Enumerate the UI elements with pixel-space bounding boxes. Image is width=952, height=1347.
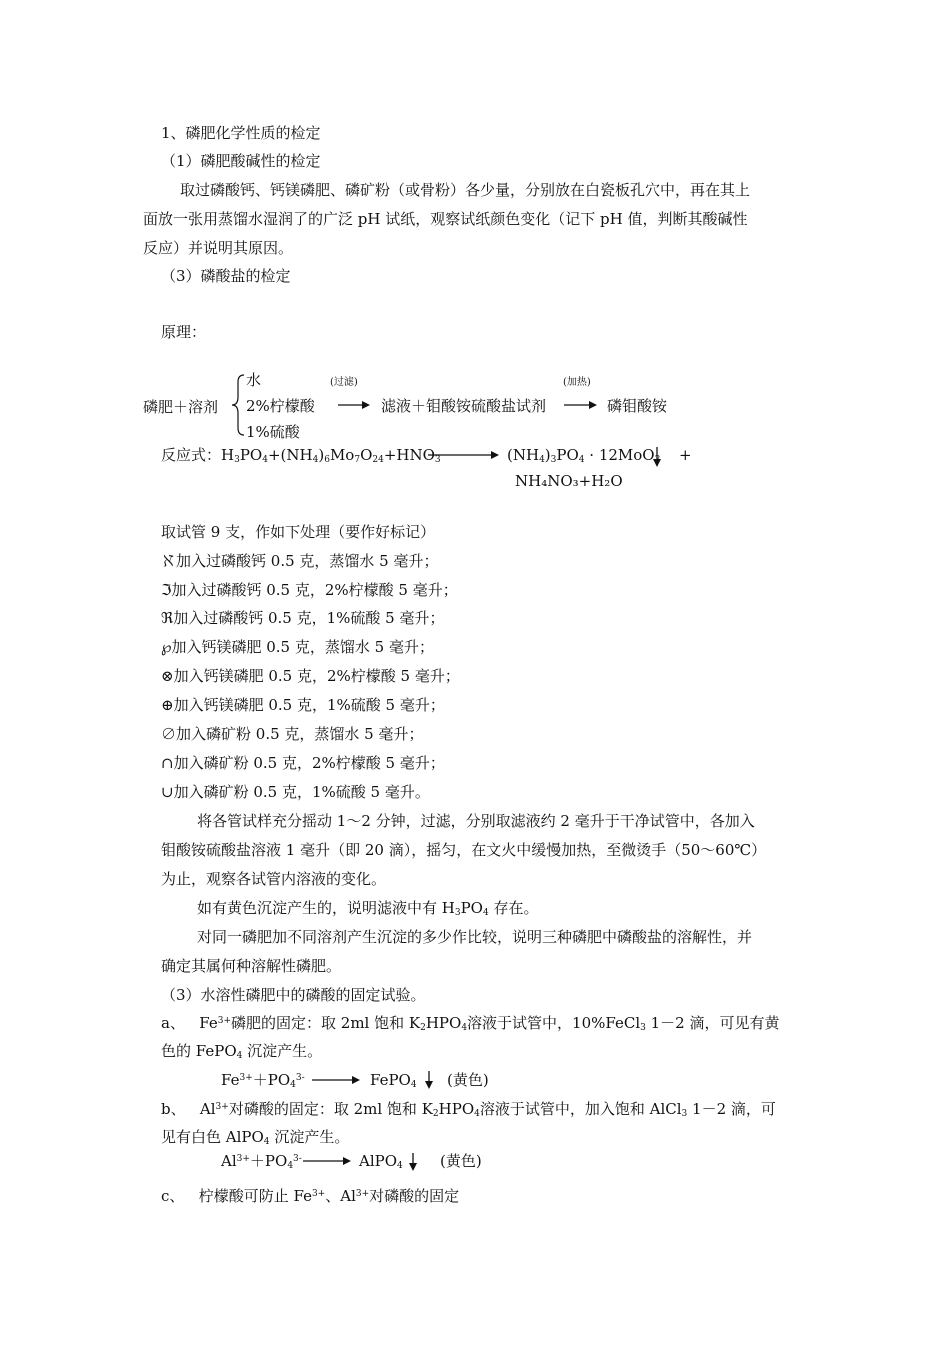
equation-fe-product: FePO$_4$ bbox=[370, 1071, 417, 1090]
tube-text: 加入钙镁磷肥 0.5 克，1%硫酸 5 毫升； bbox=[173, 696, 445, 714]
text-run: 色的 FePO bbox=[161, 1042, 237, 1060]
text-run: 见有白色 AlPO bbox=[161, 1128, 264, 1146]
tube-text: 加入过磷酸钙 0.5 克，2%柠檬酸 5 毫升； bbox=[171, 581, 458, 599]
equation-fe: $Fe^{3+}+PO_4^{3-}$ bbox=[221, 1071, 305, 1090]
tube-text: 加入磷矿粉 0.5 克，2%柠檬酸 5 毫升； bbox=[173, 754, 445, 772]
reaction-byproducts: NH₄NO₃+H₂O bbox=[515, 472, 623, 490]
tube-mark: ℑ bbox=[161, 581, 172, 599]
paragraph-line: a、 $Fe^{3+}$磷肥的固定：取 2ml 饱和 $K_2HPO_4$溶液于试管中，10%FeCl$_3$ 1－2 滴，可见有黄 bbox=[161, 1014, 780, 1033]
text-run: 柠檬酸可防止 Fe bbox=[198, 1187, 312, 1205]
tube-mark: ℘ bbox=[161, 638, 172, 656]
scheme-product: 磷钼酸铵 bbox=[607, 397, 668, 415]
text-run: 溶液于试管中，10%FeCl bbox=[467, 1014, 641, 1032]
paragraph-line: 确定其属何种溶解性磷肥。 bbox=[161, 957, 342, 975]
paragraph-line: 对同一磷肥加不同溶剂产生沉淀的多少作比较，说明三种磷肥中磷酸盐的溶解性，并 bbox=[197, 928, 753, 946]
item-label: c、 bbox=[161, 1187, 185, 1205]
reaction-plus: + bbox=[679, 446, 692, 464]
filter-note: (过滤) bbox=[330, 377, 358, 388]
text-run: 沉淀产生。 bbox=[274, 1128, 350, 1146]
reaction-label: 反应式： bbox=[161, 446, 222, 464]
equation-al: $Al^{3+}+PO_4^{3-}$ bbox=[221, 1152, 302, 1171]
text-run: 对磷酸的固定：取 2ml 饱和 K bbox=[228, 1100, 433, 1118]
arrow-head-icon bbox=[589, 401, 597, 409]
down-arrow-head-icon bbox=[425, 1081, 433, 1089]
paragraph-line: 反应）并说明其原因。 bbox=[143, 239, 294, 257]
list-item bbox=[161, 724, 424, 744]
paragraph-line: 钼酸铵硫酸盐溶液 1 毫升（即 20 滴），摇匀，在文火中缓慢加热，至微烫手（50～60℃） bbox=[161, 841, 767, 859]
fixation-heading: （3）水溶性磷肥中的磷酸的固定试验。 bbox=[161, 986, 426, 1004]
text-run: 如有黄色沉淀产生的，说明滤液中有 H bbox=[197, 899, 455, 917]
color-note: (黄色) bbox=[447, 1071, 489, 1089]
brace-icon bbox=[232, 375, 244, 435]
text-run: 溶液于试管中，加入饱和 AlCl bbox=[479, 1100, 682, 1118]
subsection-phosphate: （3）磷酸盐的检定 bbox=[161, 267, 291, 285]
tube-text: 加入磷矿粉 0.5 克，蒸馏水 5 毫升； bbox=[176, 725, 424, 743]
paragraph-line: b、 $Al^{3+}$对磷酸的固定：取 2ml 饱和 $K_2HPO_4$溶液于试管中，加入饱和 AlCl$_3$ 1－2 滴，可 bbox=[161, 1100, 776, 1119]
section-title: 1、磷肥化学性质的检定 bbox=[161, 124, 321, 142]
principle-label: 原理： bbox=[161, 323, 207, 341]
list-item bbox=[161, 695, 445, 715]
text-run: 对磷酸的固定 bbox=[369, 1187, 460, 1205]
solvent-sulfuric: 1%硫酸 bbox=[246, 423, 300, 441]
tube-mark: ⊗ bbox=[161, 667, 174, 685]
tubes-intro: 取试管 9 支，作如下处理（要作好标记） bbox=[161, 523, 436, 541]
tube-text: 加入磷矿粉 0.5 克，1%硫酸 5 毫升。 bbox=[173, 783, 430, 801]
paragraph-line: 为止，观察各试管内溶液的变化。 bbox=[161, 870, 387, 888]
list-item bbox=[161, 782, 430, 802]
tube-mark: ℜ bbox=[161, 609, 174, 627]
paragraph-line: 取过磷酸钙、钙镁磷肥、磷矿粉（或骨粉）各少量，分别放在白瓷板孔穴中，再在其上 bbox=[180, 181, 751, 199]
tube-mark: ∪ bbox=[161, 783, 174, 801]
list-item bbox=[161, 551, 439, 571]
heat-note: (加热) bbox=[563, 377, 591, 388]
tube-mark: ∅ bbox=[161, 725, 177, 743]
tube-mark: ∩ bbox=[161, 754, 174, 772]
reaction-equation bbox=[161, 445, 441, 465]
down-arrow-head-icon bbox=[409, 1163, 417, 1171]
text-run: 磷肥的固定：取 2ml 饱和 K bbox=[231, 1014, 421, 1032]
equation-al-product: AlPO$_4$ bbox=[359, 1152, 403, 1171]
list-item bbox=[161, 637, 434, 657]
solvent-water: 水 bbox=[246, 371, 262, 389]
scheme-filtrate: 滤液＋钼酸铵硫酸盐试剂 bbox=[381, 397, 547, 415]
paragraph-line: 色的 FePO$_4$ 沉淀产生。 bbox=[161, 1042, 323, 1061]
list-item bbox=[161, 608, 445, 628]
text-run: 1－2 滴，可 bbox=[687, 1100, 776, 1118]
tube-mark: ⊕ bbox=[161, 696, 174, 714]
list-item bbox=[161, 666, 460, 686]
text-run: 1－2 滴，可见有黄 bbox=[645, 1014, 780, 1032]
color-note: (黄色) bbox=[440, 1152, 482, 1170]
tube-text: 加入过磷酸钙 0.5 克，1%硫酸 5 毫升； bbox=[173, 609, 445, 627]
list-item bbox=[161, 753, 445, 773]
subsection-acidity: （1）磷肥酸碱性的检定 bbox=[161, 152, 321, 170]
tube-text: 加入钙镁磷肥 0.5 克，2%柠檬酸 5 毫升； bbox=[173, 667, 460, 685]
solvent-citric: 2%柠檬酸 bbox=[246, 397, 315, 415]
text-run: 沉淀产生。 bbox=[247, 1042, 323, 1060]
tube-mark: ℵ bbox=[161, 552, 177, 570]
reaction-reactants: $H_3PO_4+(NH_4)_6Mo_7O_{24}+HNO_3$ bbox=[221, 446, 441, 465]
paragraph-line: 见有白色 AlPO$_4$ 沉淀产生。 bbox=[161, 1128, 350, 1147]
paragraph-line: 将各管试样充分摇动 1～2 分钟，过滤，分别取滤液约 2 毫升于干净试管中，各加入 bbox=[197, 812, 755, 830]
reaction-product: $(NH_4)_3PO_4 \cdot 12MoO_3$ bbox=[507, 446, 661, 465]
tube-text: 加入钙镁磷肥 0.5 克，蒸馏水 5 毫升； bbox=[171, 638, 434, 656]
item-label: a、 bbox=[161, 1014, 185, 1032]
arrow-head-icon bbox=[352, 1076, 360, 1084]
arrow-head-icon bbox=[343, 1157, 351, 1165]
paragraph-line: c、 柠檬酸可防止 $Fe^{3+}$、$Al^{3+}$对磷酸的固定 bbox=[161, 1187, 460, 1205]
list-item bbox=[161, 580, 458, 600]
scheme-reactants: 磷肥＋溶剂 bbox=[143, 398, 219, 416]
text-run: 存在。 bbox=[493, 899, 539, 917]
tube-text: 加入过磷酸钙 0.5 克，蒸馏水 5 毫升； bbox=[176, 552, 439, 570]
text-run: 、Al bbox=[325, 1187, 356, 1205]
item-label: b、 bbox=[161, 1100, 186, 1118]
arrow-head-icon bbox=[491, 451, 499, 459]
arrow-head-icon bbox=[362, 401, 370, 409]
paragraph-line: 面放一张用蒸馏水湿润了的广泛 pH 试纸，观察试纸颜色变化（记下 pH 值，判断其酸碱性 bbox=[143, 210, 748, 228]
paragraph-line: 如有黄色沉淀产生的，说明滤液中有 $H_3PO_4$ 存在。 bbox=[197, 899, 539, 918]
